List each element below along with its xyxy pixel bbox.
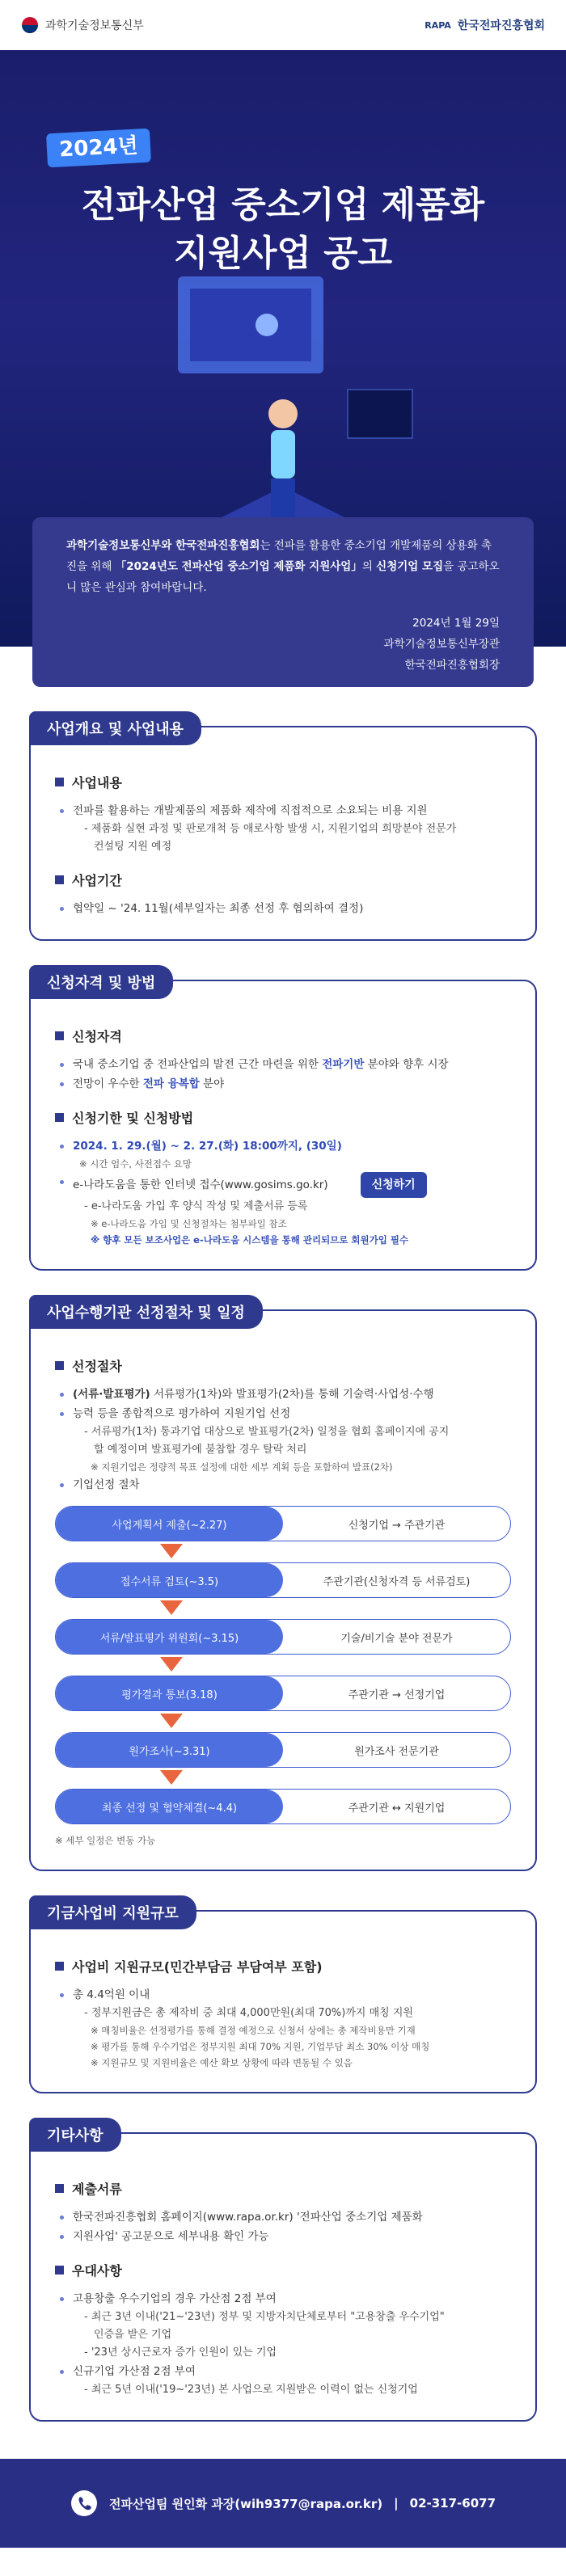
- bullet: 고용창출 우수기업의 경우 가산점 2점 부여: [55, 2289, 511, 2308]
- sub-title: 신청기한 및 신청방법: [72, 1111, 194, 1126]
- section-overview-title: 사업개요 및 사업내용: [29, 711, 201, 745]
- note: ※ 지원규모 및 지원비율은 예산 확보 상황에 따라 변동될 수 있음: [91, 2057, 353, 2068]
- bullet: [55, 1055, 511, 1074]
- rapa-name: 한국전파진흥협회: [457, 19, 545, 32]
- process-steps: [55, 1506, 511, 1824]
- text: e-나라도움을 통한 인터넷 접수(www.gosims.go.kr): [73, 1178, 328, 1191]
- bullet: 신규기업 가산점 2점 부여: [55, 2362, 511, 2381]
- detail: 할 예정이며 발표평가에 불참할 경우 탈락 처리: [94, 1444, 307, 1456]
- signer-1: 과학기술정보통신부장관: [383, 638, 500, 651]
- notice-org: 과학기술정보통신부와 한국전파진흥협회: [66, 539, 260, 552]
- step-actor: 신청기업 → 주관기관: [348, 1519, 446, 1532]
- step-actor: 기술/비기술 분야 전문가: [340, 1632, 453, 1645]
- sub-title: 제출서류: [72, 2182, 122, 2197]
- rapa-brand: [424, 17, 545, 33]
- square-bullet-icon: [55, 2184, 64, 2193]
- step: [55, 1676, 511, 1711]
- bullet: 협약일 ~ '24. 11월(세부일자는 최종 선정 후 협의하여 결정): [55, 899, 511, 918]
- bullet-cont: 능력 등을 종합적으로 평가하여 지원기업 선정: [55, 1404, 511, 1423]
- sub-title: 선정절차: [72, 1359, 122, 1374]
- note: ※ 시간 엄수, 사전접수 요망: [79, 1158, 192, 1170]
- section-budget: [29, 1905, 537, 2093]
- square-bullet-icon: [55, 1031, 64, 1040]
- bullet-cont: 지원사업' 공고문으로 세부내용 확인 가능: [55, 2227, 511, 2246]
- down-arrow-icon: [55, 1711, 511, 1732]
- detail: - 최근 5년 이내('19~'23년) 본 사업으로 지원받은 이력이 없는 신청기업: [84, 2384, 418, 2396]
- year-badge: 2024년: [46, 129, 151, 168]
- detail: 컨설팅 지원 예정: [94, 841, 172, 853]
- bullet: 전파를 활용하는 개발제품의 제품화 제작에 직접적으로 소요되는 비용 지원: [55, 801, 511, 820]
- square-bullet-icon: [55, 1113, 64, 1122]
- signer-2: 한국전파진흥협회장: [404, 659, 500, 672]
- note: ※ 지원기업은 정량적 목표 설정에 대한 세부 계획 등을 포함하여 발표(2차): [91, 1461, 393, 1473]
- hero-title-line2: 지원사업 공고: [173, 233, 393, 274]
- section-eligibility-title: 신청자격 및 방법: [29, 965, 173, 999]
- announcement-box: [32, 517, 534, 687]
- text: 분야와 향후 시장: [364, 1058, 449, 1071]
- sub-title: 사업비 지원규모(민간부담금 부담여부 포함): [72, 1959, 323, 1975]
- note: ※ 매칭비율은 선정평가를 통해 결정 예정으로 신청서 상에는 총 제작비용만 기재: [91, 2025, 416, 2036]
- sub-title: 사업내용: [72, 775, 122, 791]
- phone-icon: [70, 2490, 98, 2517]
- step-label: 서류/발표평가 위원회(~3.15): [56, 1620, 283, 1654]
- note-important: ※ 향후 모든 보조사업은 e-나라도움 시스템을 통해 관리되므로 회원가입 필수: [91, 1234, 409, 1246]
- note: ※ e-나라도움 가입 및 신청절차는 첨부파일 참조: [91, 1218, 287, 1229]
- square-bullet-icon: [55, 778, 64, 786]
- detail: - e-나라도움 가입 후 양식 작성 및 제출서류 등록: [84, 1200, 308, 1212]
- detail: - 서류평가(1차) 통과기업 대상으로 발표평가(2차) 일정을 협회 홈페이지에 공지: [84, 1426, 450, 1438]
- detail: - 최근 3년 이내('21~'23년) 정부 및 지방자치단체로부터 "고용창출 우수기업": [84, 2311, 445, 2323]
- step-label: 평가결과 통보(3.18): [56, 1676, 283, 1710]
- hero-title-line1: 전파산업 중소기업 제품화: [81, 184, 485, 226]
- text: 국내 중소기업 중 전파산업의 발전 근간 마련을 위한: [73, 1058, 323, 1071]
- highlight: 전파 융복합: [142, 1077, 200, 1090]
- divider: |: [394, 2496, 399, 2511]
- text: 서류평가(1차)와 발표평가(2차)를 통해 기술력·사업성·수행: [150, 1388, 434, 1401]
- notice-date: 2024년 1월 29일: [412, 617, 500, 630]
- detail: - 제품화 실현 과정 및 판로개척 등 애로사항 발생 시, 지원기업의 희망분야 전문가: [84, 823, 457, 835]
- notice-recruit: 신청기업 모집: [376, 560, 444, 573]
- step-actor: 주관기관 → 선정기업: [348, 1689, 446, 1701]
- text: 전망이 우수한: [73, 1077, 143, 1090]
- section-eligibility: [29, 975, 537, 1271]
- apply-button[interactable]: 신청하기: [361, 1172, 427, 1198]
- step: [55, 1619, 511, 1655]
- section-selection: [29, 1305, 537, 1871]
- section-budget-title: 기금사업비 지원규모: [29, 1895, 196, 1929]
- detail: - '23년 상시근로자 증가 인원이 있는 기업: [84, 2346, 277, 2359]
- top-bar: [0, 0, 566, 50]
- down-arrow-icon: [55, 1655, 511, 1676]
- down-arrow-icon: [55, 1768, 511, 1789]
- detail: 인증을 받은 기업: [94, 2329, 172, 2341]
- note: ※ 평가를 통해 우수기업은 정부지원 최대 70% 지원, 기업부담 최소 30% 이상 매칭: [91, 2041, 430, 2052]
- detail: - 정부지원금은 총 제작비 중 최대 4,000만원(최대 70%)까지 매칭 지원: [84, 2007, 413, 2019]
- section-overview: [29, 721, 537, 941]
- step-label: 접수서류 검토(~3.5): [56, 1563, 283, 1597]
- square-bullet-icon: [55, 2266, 64, 2275]
- down-arrow-icon: [55, 1598, 511, 1619]
- step: [55, 1506, 511, 1541]
- notice-text2: 의: [361, 560, 377, 573]
- section-selection-title: 사업수행기관 선정절차 및 일정: [29, 1295, 263, 1329]
- sub-title: 신청자격: [72, 1029, 122, 1044]
- sub-title: 우대사항: [72, 2263, 122, 2279]
- msit-name: 과학기술정보통신부: [45, 19, 144, 32]
- step-actor: 주관기관 ↔ 지원기업: [348, 1802, 446, 1815]
- step: [55, 1732, 511, 1768]
- step-label: 최종 선정 및 협약체결(~4.4): [56, 1790, 283, 1823]
- square-bullet-icon: [55, 1361, 64, 1370]
- notice-text3: 을 공고하오니 많은 관심과 참여바랍니다.: [66, 560, 500, 594]
- text: 분야: [199, 1077, 225, 1090]
- bullet: 한국전파진흥협회 홈페이지(www.rapa.or.kr) '전파산업 중소기업 제품화: [55, 2207, 511, 2227]
- bullet: [55, 1172, 511, 1198]
- rapa-logo-icon: RAPA: [424, 19, 451, 31]
- note: ※ 세부 일정은 변동 가능: [55, 1835, 156, 1846]
- text: (서류·발표평가): [73, 1388, 150, 1401]
- step: [55, 1789, 511, 1824]
- square-bullet-icon: [55, 875, 64, 884]
- footer-contact: [0, 2459, 566, 2548]
- highlight: 전파기반: [322, 1058, 365, 1071]
- bullet: [55, 1385, 511, 1404]
- down-arrow-icon: [55, 1541, 511, 1562]
- step-label: 사업계획서 제출(~2.27): [56, 1507, 283, 1541]
- msit-brand: [21, 16, 144, 34]
- notice-text1: 는 전파를 활용한 중소기업 개발제품의 상용화 촉진을 위해: [66, 539, 492, 573]
- sub-title: 사업기간: [72, 873, 122, 888]
- notice-program: 「2024년도 전파산업 중소기업 제품화 지원사업」: [115, 560, 362, 573]
- bullet: 총 4.4억원 이내: [55, 1985, 511, 2005]
- square-bullet-icon: [55, 1962, 64, 1971]
- msit-logo-icon: [21, 16, 39, 34]
- section-other: [29, 2127, 537, 2422]
- deadline: 2024. 1. 29.(월) ~ 2. 27.(화) 18:00까지, (30일): [55, 1136, 511, 1156]
- step-label: 원가조사(~3.31): [56, 1733, 283, 1767]
- bullet: 기업선정 절차: [55, 1475, 511, 1495]
- step-actor: 원가조사 전문기관: [354, 1745, 439, 1758]
- step-actor: 주관기관(신청자격 등 서류검토): [323, 1575, 471, 1588]
- bullet-cont: [55, 1074, 511, 1094]
- step: [55, 1562, 511, 1598]
- contact-person: 전파산업팀 원인화 과장(wih9377@rapa.or.kr): [108, 2496, 383, 2511]
- section-other-title: 기타사항: [29, 2118, 121, 2152]
- contact-phone: 02-317-6077: [409, 2496, 496, 2511]
